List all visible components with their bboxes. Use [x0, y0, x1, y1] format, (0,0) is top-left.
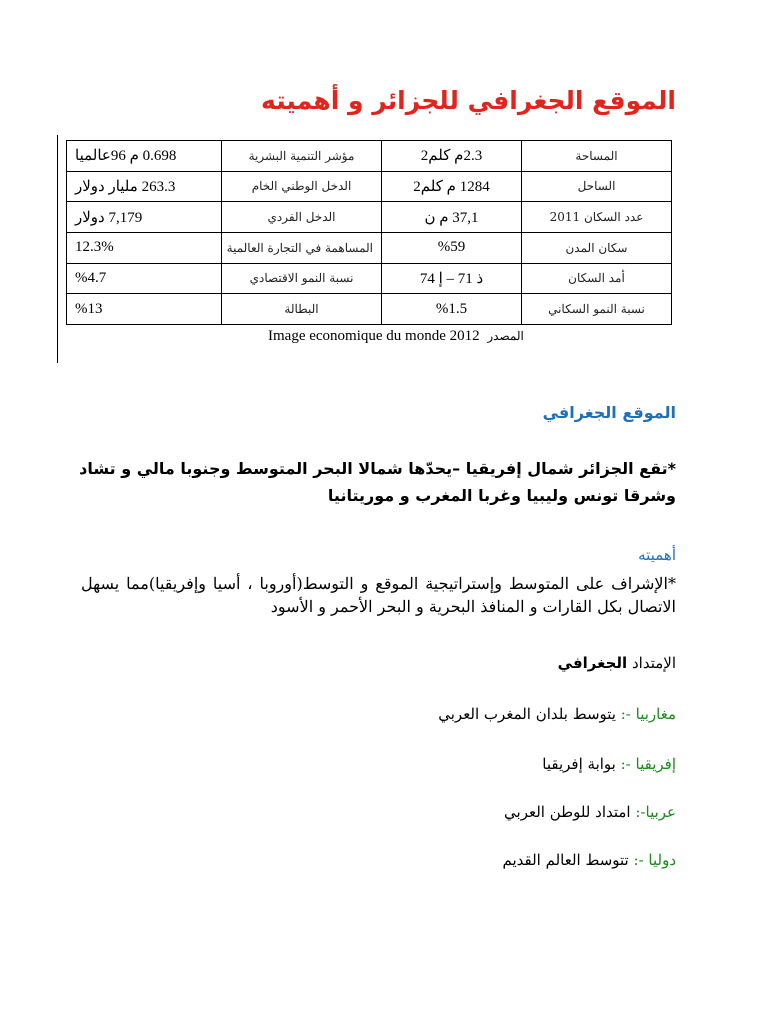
table-cell-value: 0.698 م 96عالميا [67, 141, 222, 172]
table-cell-value: %1.5 [382, 294, 522, 325]
table-cell-label: مؤشر التنمية البشرية [222, 141, 382, 172]
extension-item-arab [504, 803, 676, 821]
geo-location-heading: الموقع الجغرافي [542, 403, 676, 422]
table-cell-label: الدخل الوطني الخام [222, 171, 382, 202]
table-cell-label: عدد السكان 2011 [522, 202, 672, 233]
extension-term: مغاربيا -: [620, 705, 676, 723]
table-cell-value: 7,179 دولار [67, 202, 222, 233]
extension-desc: يتوسط بلدان المغرب العربي [438, 705, 616, 723]
importance-text: *الإشراف على المتوسط وإستراتيجية الموقع و التوسط(أوروبا ، أسيا وإفريقيا)مما يسهل الاتصال بكل القارات و المنافذ البحرية و البحر الأحمر و الأسود [81, 574, 676, 616]
source-text: Image economique du monde 2012 [268, 328, 480, 344]
table-row [67, 294, 672, 325]
table-row [67, 263, 672, 294]
extension-item-international [502, 851, 676, 869]
extension-heading-part2: الجغرافي [557, 654, 628, 672]
extension-desc: امتداد للوطن العربي [504, 803, 631, 821]
table-cell-value: 2.3م كلم2 [382, 141, 522, 172]
importance-heading: أهميته [638, 546, 676, 564]
table-cell-label: سكان المدن [522, 232, 672, 263]
table-row [67, 232, 672, 263]
vertical-rule [57, 135, 58, 363]
table-cell-label: أمد السكان [522, 263, 672, 294]
table-cell-value: 1284 م كلم2 [382, 171, 522, 202]
table-row [67, 141, 672, 172]
table-source [268, 328, 524, 345]
extension-heading [558, 654, 676, 672]
table-cell-label: المساحة [522, 141, 672, 172]
page-title: الموقع الجغرافي للجزائر و أهميته [261, 86, 676, 115]
extension-term: عربيا-: [635, 803, 676, 821]
extension-desc: بوابة إفريقيا [542, 755, 616, 773]
table-cell-value: 263.3 مليار دولار [67, 171, 222, 202]
table-cell-value: %4.7 [67, 263, 222, 294]
extension-term: دوليا -: [633, 851, 676, 869]
table-cell-value: %59 [382, 232, 522, 263]
table-cell-value: 37,1 م ن [382, 202, 522, 233]
table-cell-label: نسبة النمو السكاني [522, 294, 672, 325]
statistics-table [66, 140, 672, 325]
source-label: المصدر [487, 329, 524, 343]
table-cell-label: البطالة [222, 294, 382, 325]
importance-paragraph [81, 572, 676, 618]
extension-term: إفريقيا -: [620, 755, 676, 773]
table-row [67, 171, 672, 202]
extension-heading-part1: الإمتداد [631, 654, 676, 672]
table-cell-value: ذ 71 – إ 74 [382, 263, 522, 294]
table-cell-value: 12.3% [67, 232, 222, 263]
table-row [67, 202, 672, 233]
extension-item-maghreb [438, 705, 676, 723]
table-cell-label: الدخل الفردي [222, 202, 382, 233]
table-cell-label: نسبة النمو الاقتصادي [222, 263, 382, 294]
extension-item-africa [542, 755, 676, 773]
geo-location-text: *تقع الجزائر شمال إفريقيا –يحدّها شمالا البحر المتوسط وجنوبا مالي و تشاد وشرقا تونس وليبيا وغربا المغرب و موريتانيا [79, 459, 676, 505]
table-cell-label: المساهمة في التجارة العالمية [222, 232, 382, 263]
table-cell-label: الساحل [522, 171, 672, 202]
table-cell-value: %13 [67, 294, 222, 325]
extension-desc: تتوسط العالم القديم [502, 851, 629, 869]
